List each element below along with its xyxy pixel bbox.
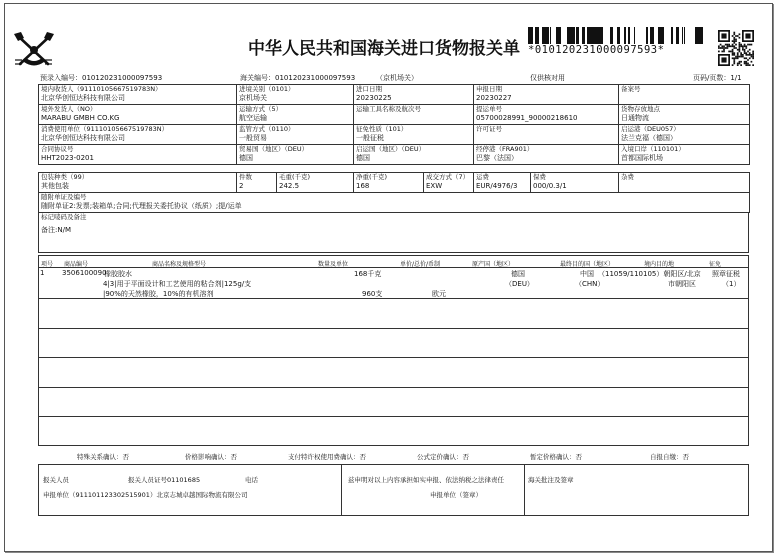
declaration-fields-table bbox=[38, 84, 750, 165]
supervision-cell: 监管方式（0110） 一般贸易 bbox=[237, 125, 354, 145]
item-qty-1: 168千克 bbox=[354, 270, 382, 278]
net-weight-cell: 净重(千克) 168 bbox=[354, 173, 424, 193]
phone-label: 电话 bbox=[245, 476, 258, 484]
page-title: 中华人民共和国海关进口货物报关单 bbox=[248, 39, 520, 59]
transit-port-cell: 经停港（FRA901） 巴黎（法国） bbox=[474, 145, 619, 165]
item-name: 橡胶胶水 bbox=[104, 270, 132, 278]
misc-cell: 杂费 bbox=[619, 173, 750, 193]
barcode bbox=[528, 27, 706, 44]
col-code: 商品编号 bbox=[64, 261, 89, 268]
transport-mode-cell: 运输方式（5） 航空运输 bbox=[237, 105, 354, 125]
item-code: 3506100090 bbox=[62, 269, 107, 277]
item-currency: 欧元 bbox=[432, 290, 446, 298]
consignee-cell: 境内收货人（91110105667519783N） 北京华创恒达科技有限公司 bbox=[39, 85, 237, 105]
storage-cell: 货物存放地点 日通物流 bbox=[619, 105, 750, 125]
declare-unit: 申报单位（911101123302515901）北京志城卓越国际物流有限公司 bbox=[43, 491, 248, 499]
verification-note: 仅供核对用 bbox=[530, 74, 565, 82]
legal-statement: 兹申明对以上内容承担如实申报、依法纳税之法律责任 bbox=[348, 476, 504, 484]
confirm-price-impact: 价格影响确认：否 bbox=[185, 453, 237, 461]
item-dest: 中国 bbox=[580, 270, 594, 278]
item-levy: 照章征税 bbox=[712, 270, 740, 278]
page-info: 页码/页数：1/1 bbox=[693, 74, 742, 82]
item-domestic: （11059/110105）朝阳区/北京 bbox=[598, 270, 701, 278]
col-levy: 征免 bbox=[709, 261, 722, 268]
freight-cell: 运费 EUR/4976/3 bbox=[474, 173, 531, 193]
declarant-label: 报关人员 bbox=[43, 476, 69, 484]
confirm-formula: 公式定价确认：否 bbox=[417, 453, 469, 461]
item-levy-code: （1） bbox=[722, 280, 741, 288]
col-price: 单价/总价/币制 bbox=[400, 261, 441, 268]
user-unit-cell: 消费使用单位（91110105667519783N） 北京华创恒达科技有限公司 bbox=[39, 125, 237, 145]
trade-country-cell: 贸易国（地区）（DEU） 德国 bbox=[237, 145, 354, 165]
col-origin: 原产国（地区） bbox=[472, 261, 515, 268]
insurance-cell: 保费 000/0.3/1 bbox=[531, 173, 619, 193]
record-no-cell: 备案号 bbox=[619, 85, 750, 105]
col-dest: 最终目的国（地区） bbox=[560, 261, 615, 268]
row-divider bbox=[38, 267, 749, 268]
marks-table bbox=[38, 212, 749, 253]
package-type-cell: 包装种类（99） 其他包装 bbox=[39, 173, 237, 193]
contract-no-cell: 合同协议号 HHT2023-0201 bbox=[39, 145, 237, 165]
entry-port-cell: 进境关别（0101） 京机场关 bbox=[237, 85, 354, 105]
declare-date-cell: 申报日期 20230227 bbox=[474, 85, 619, 105]
shipper-cell: 境外发货人（NO） MARABU GMBH CO.KG bbox=[39, 105, 237, 125]
col-name: 商品名称及规格型号 bbox=[152, 261, 207, 268]
row-divider bbox=[38, 328, 749, 329]
item-dest-code: （CHN） bbox=[575, 280, 605, 288]
item-spec-1: 4|3|用于平面设计和工艺使用的粘合剂|125g/支 bbox=[103, 280, 252, 288]
col-domestic: 境内目的地 bbox=[644, 261, 675, 268]
pre-entry-number: 预录入编号：010120231000097593 bbox=[40, 74, 163, 82]
departure-port-cell: 启运港（DEU057） 法兰克福（德国） bbox=[619, 125, 750, 145]
gross-weight-cell: 毛重(千克) 242.5 bbox=[277, 173, 354, 193]
customs-office: （京机场关） bbox=[376, 74, 418, 82]
pieces-cell: 件数 2 bbox=[237, 173, 277, 193]
transaction-cell: 成交方式（7） EXW bbox=[424, 173, 474, 193]
item-spec-2: |90%的天然橡胶，10%的有机溶剂 bbox=[103, 290, 214, 298]
row-divider bbox=[38, 416, 749, 417]
col-qty: 数量及单位 bbox=[318, 261, 349, 268]
qr-code-icon bbox=[718, 30, 754, 66]
package-fields-table bbox=[38, 172, 750, 213]
import-date-cell: 进口日期 20230225 bbox=[354, 85, 474, 105]
col-item-no: 项号 bbox=[41, 261, 54, 268]
confirm-royalty: 支付特许权使用费确认：否 bbox=[288, 453, 366, 461]
item-domestic-2: 市朝阳区 bbox=[668, 280, 696, 288]
confirm-provisional: 暂定价格确认：否 bbox=[530, 453, 582, 461]
item-no: 1 bbox=[40, 269, 45, 277]
levy-nature-cell: 征免性质（101） 一般征税 bbox=[354, 125, 474, 145]
confirm-special: 特殊关系确认：否 bbox=[77, 453, 129, 461]
customs-number: 海关编号：010120231000097593 bbox=[240, 74, 356, 82]
marks-cell: 标记唛码及备注 备注:N/M bbox=[39, 213, 749, 253]
row-divider bbox=[38, 357, 749, 358]
barcode-number: *010120231000097593* bbox=[528, 44, 665, 56]
row-divider bbox=[38, 387, 749, 388]
declarant-cert: 报关人员证号01101685 bbox=[128, 476, 201, 484]
footer-divider bbox=[341, 465, 342, 515]
confirm-self-report: 自报自缴：否 bbox=[650, 453, 689, 461]
footer-divider bbox=[524, 465, 525, 515]
item-qty-2: 960支 bbox=[362, 290, 383, 298]
license-no-cell: 许可证号 bbox=[474, 125, 619, 145]
entry-place-cell: 入境口岸（110101） 首都国际机场 bbox=[619, 145, 750, 165]
item-origin-code: （DEU） bbox=[505, 280, 534, 288]
customs-emblem-icon bbox=[12, 30, 56, 70]
docs-cell: 随附单证及编号 随附单证2:发票;装箱单;合同;代理报关委托协议（纸质）;提/运单 bbox=[39, 193, 750, 213]
item-origin: 德国 bbox=[511, 270, 525, 278]
customs-note-label: 海关批注及签章 bbox=[528, 476, 574, 484]
transport-tool-cell: 运输工具名称及航次号 bbox=[354, 105, 474, 125]
bill-no-cell: 提运单号 05700028991_90000218610 bbox=[474, 105, 619, 125]
origin-country-cell: 启运国（地区）（DEU） 德国 bbox=[354, 145, 474, 165]
seal-label: 申报单位（签章） bbox=[430, 491, 482, 499]
